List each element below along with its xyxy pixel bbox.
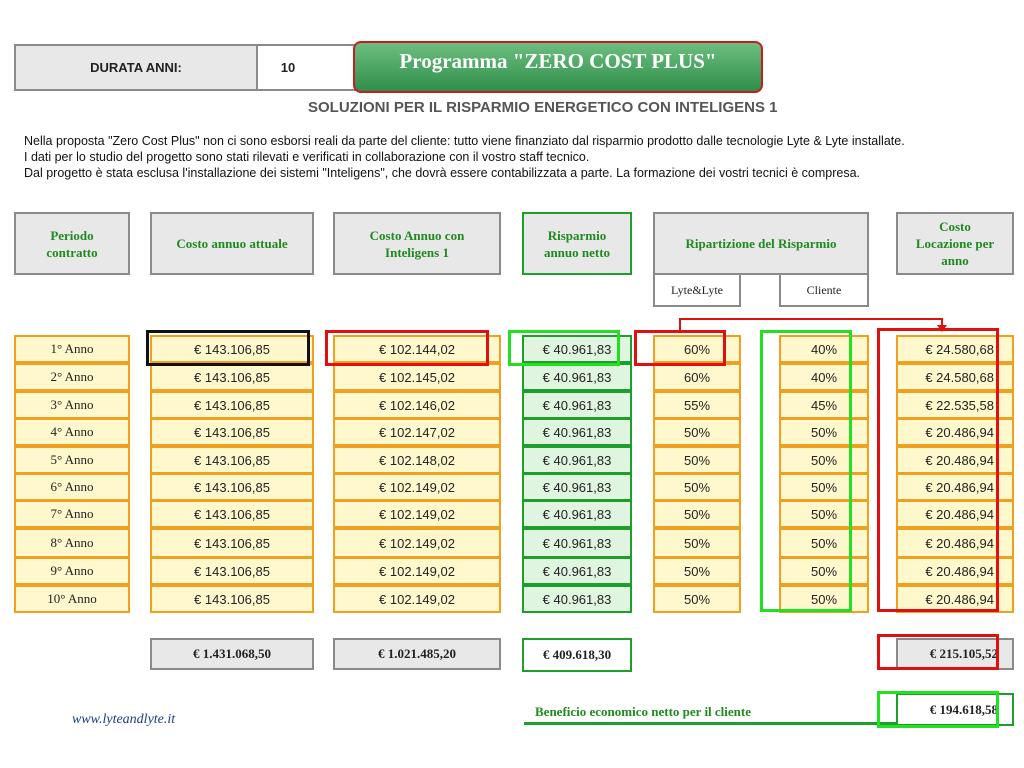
header-savings (522, 212, 632, 275)
header-rental-text: Costo Locazione per anno (915, 219, 995, 268)
header-split-client-text: Cliente (806, 282, 842, 297)
cell-current-cost: € 143.106,85 (150, 557, 314, 585)
cell-lyte-share: 50% (653, 557, 741, 585)
cell-period: 7° Anno (14, 500, 130, 528)
cell-savings: € 40.961,83 (522, 528, 632, 558)
cell-current-cost: € 143.106,85 (150, 528, 314, 558)
cell-client-share: 50% (779, 500, 869, 528)
highlight-savings (508, 330, 620, 366)
cell-rental: € 24.580,68 (896, 363, 1014, 391)
cell-cost-with: € 102.148,02 (333, 446, 501, 474)
cell-lyte-share: 50% (653, 528, 741, 558)
duration-label: DURATA ANNI: (90, 60, 182, 75)
cell-current-cost: € 143.106,85 (150, 473, 314, 501)
cell-lyte-share: 50% (653, 446, 741, 474)
cell-current-cost: € 143.106,85 (150, 418, 314, 446)
program-title-text: Programma "ZERO COST PLUS" (399, 49, 717, 73)
cell-rental: € 20.486,94 (896, 418, 1014, 446)
cell-lyte-share: 50% (653, 473, 741, 501)
header-rental (896, 212, 1014, 275)
cell-lyte-share: 50% (653, 585, 741, 613)
header-split (653, 212, 869, 275)
header-current-cost (150, 212, 314, 275)
cell-current-cost: € 143.106,85 (150, 363, 314, 391)
header-cost-with (333, 212, 501, 275)
cell-savings: € 40.961,83 (522, 585, 632, 613)
cell-cost-with: € 102.149,02 (333, 528, 501, 558)
cell-savings: € 40.961,83 (522, 418, 632, 446)
cell-cost-with: € 102.149,02 (333, 500, 501, 528)
cell-rental: € 20.486,94 (896, 585, 1014, 613)
cell-client-share: 50% (779, 446, 869, 474)
header-current-cost-text: Costo annuo attuale (176, 236, 288, 251)
cell-current-cost: € 143.106,85 (150, 391, 314, 419)
header-period (14, 212, 130, 275)
cell-savings: € 40.961,83 (522, 335, 632, 363)
cell-cost-with: € 102.149,02 (333, 557, 501, 585)
highlight-client-column (760, 330, 852, 612)
cell-client-share: 45% (779, 391, 869, 419)
total-current-cost (150, 638, 314, 670)
cell-savings: € 40.961,83 (522, 391, 632, 419)
cell-current-cost: € 143.106,85 (150, 500, 314, 528)
intro-line: I dati per lo studio del progetto sono stati rilevati e verificati in collaborazione con il vostro staff tecnico. (24, 150, 590, 164)
cell-rental: € 20.486,94 (896, 446, 1014, 474)
cell-rental: € 20.486,94 (896, 528, 1014, 558)
cell-lyte-share: 60% (653, 335, 741, 363)
cell-period: 3° Anno (14, 391, 130, 419)
header-split-lyte (653, 273, 741, 307)
cell-client-share: 40% (779, 335, 869, 363)
cell-client-share: 50% (779, 473, 869, 501)
cell-client-share: 50% (779, 557, 869, 585)
header-cost-with-text: Costo Annuo con Inteligens 1 (369, 227, 465, 260)
cell-savings: € 40.961,83 (522, 473, 632, 501)
cell-lyte-share: 55% (653, 391, 741, 419)
cell-savings: € 40.961,83 (522, 557, 632, 585)
cell-current-cost: € 143.106,85 (150, 585, 314, 613)
cell-client-share: 50% (779, 418, 869, 446)
header-split-text: Ripartizione del Risparmio (685, 236, 837, 251)
duration-value: 10 (280, 60, 296, 75)
benefit-label: Beneficio economico netto per il cliente (535, 704, 752, 719)
cell-cost-with: € 102.145,02 (333, 363, 501, 391)
benefit-value: € 194.618,58 (929, 701, 998, 717)
highlight-lyte-share (634, 330, 726, 366)
highlight-current-cost (146, 330, 310, 366)
cell-period: 2° Anno (14, 363, 130, 391)
intro-line: Dal progetto è stata esclusa l'installazione dei sistemi "Inteligens", che dovrà essere contabilizzata a parte. La formazione dei vostri tecnici è compresa. (24, 166, 860, 180)
highlight-benefit (877, 691, 999, 728)
header-savings-text: Risparmio annuo netto (543, 227, 611, 260)
cell-cost-with: € 102.144,02 (333, 335, 501, 363)
duration-label-box (14, 44, 258, 91)
cell-period: 8° Anno (14, 528, 130, 558)
highlight-total-rental (877, 634, 999, 670)
highlight-cost-with (325, 330, 489, 366)
cell-rental: € 20.486,94 (896, 500, 1014, 528)
cell-savings: € 40.961,83 (522, 363, 632, 391)
cell-rental: € 22.535,58 (896, 391, 1014, 419)
header-split-client (779, 273, 869, 307)
benefit-underline (524, 722, 900, 725)
cell-period: 1° Anno (14, 335, 130, 363)
cell-client-share: 40% (779, 363, 869, 391)
cell-period: 6° Anno (14, 473, 130, 501)
total-savings-value: € 409.618,30 (542, 647, 612, 662)
header-split-lyte-text: Lyte&Lyte (671, 282, 723, 297)
cell-lyte-share: 60% (653, 363, 741, 391)
program-title (353, 41, 763, 93)
cell-rental: € 20.486,94 (896, 557, 1014, 585)
subtitle: SOLUZIONI PER IL RISPARMIO ENERGETICO CON INTELIGENS 1 (308, 99, 778, 116)
cell-lyte-share: 50% (653, 418, 741, 446)
cell-client-share: 50% (779, 585, 869, 613)
cell-period: 4° Anno (14, 418, 130, 446)
website-link[interactable]: www.lyteandlyte.it (72, 712, 176, 727)
cell-rental: € 20.486,94 (896, 473, 1014, 501)
cell-period: 10° Anno (14, 585, 130, 613)
cell-cost-with: € 102.149,02 (333, 585, 501, 613)
cell-current-cost: € 143.106,85 (150, 335, 314, 363)
cell-current-cost: € 143.106,85 (150, 446, 314, 474)
total-cost-with (333, 638, 501, 670)
cell-period: 5° Anno (14, 446, 130, 474)
header-period-text: Periodo contratto (46, 227, 98, 260)
total-cost-with-value: € 1.021.485,20 (378, 646, 456, 661)
cell-savings: € 40.961,83 (522, 446, 632, 474)
total-current-cost-value: € 1.431.068,50 (193, 646, 271, 661)
highlight-rental-column (877, 328, 999, 612)
cell-cost-with: € 102.147,02 (333, 418, 501, 446)
cell-period: 9° Anno (14, 557, 130, 585)
intro-text (24, 133, 1024, 181)
cell-rental: € 24.580,68 (896, 335, 1014, 363)
total-savings (522, 638, 632, 672)
cell-cost-with: € 102.146,02 (333, 391, 501, 419)
cell-client-share: 50% (779, 528, 869, 558)
total-rental-value: € 215.105,52 (929, 646, 998, 661)
cell-savings: € 40.961,83 (522, 500, 632, 528)
intro-line: Nella proposta "Zero Cost Plus" non ci sono esborsi reali da parte del cliente: tutto viene finanziato dal risparmio prodotto dalle tecnologie Lyte & Lyte installate. (24, 134, 905, 148)
cell-cost-with: € 102.149,02 (333, 473, 501, 501)
cell-lyte-share: 50% (653, 500, 741, 528)
